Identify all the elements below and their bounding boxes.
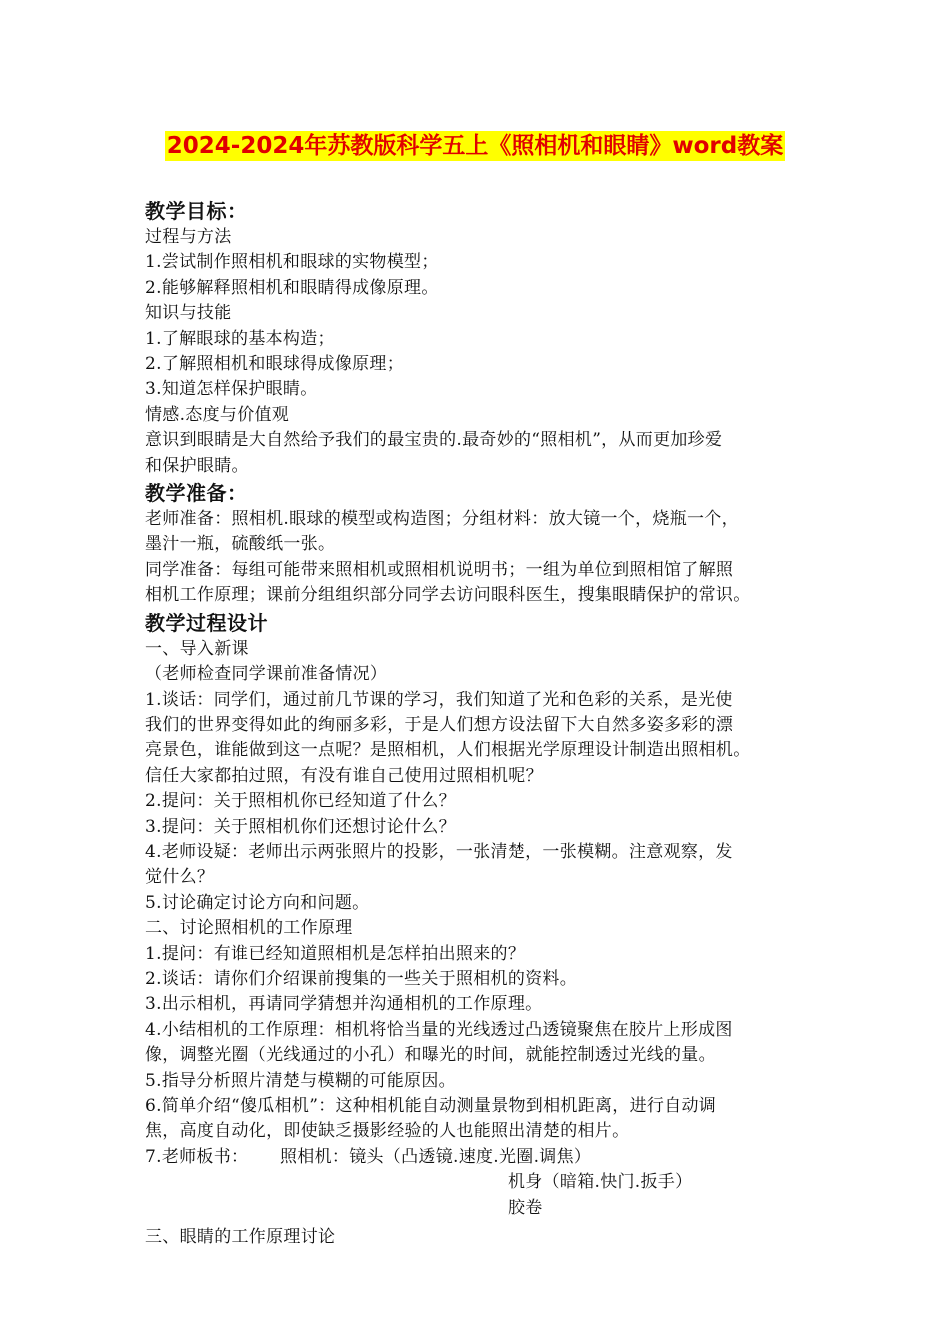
document-body: [145, 197, 805, 1250]
blackboard-label: 7.老师板书：: [145, 1146, 249, 1167]
paragraph-line: 2.能够解释照相机和眼睛得成像原理。: [145, 277, 439, 298]
paragraph-line: 同学准备：每组可能带来照相机或照相机说明书；一组为单位到照相馆了解照: [145, 559, 734, 580]
paragraph-line: 1.提问：有谁已经知道照相机是怎样拍出照来的？: [145, 943, 526, 964]
paragraph-line: 5.讨论确定讨论方向和问题。: [145, 892, 370, 913]
paragraph-line: 老师准备：照相机.眼球的模型或构造图；分组材料：放大镜一个，烧瓶一个，: [145, 509, 739, 530]
paragraph-line: 1.谈话：同学们，通过前几节课的学习，我们知道了光和色彩的关系，是光使: [145, 689, 733, 710]
paragraph-line: 2.谈话：请你们介绍课前搜集的一些关于照相机的资料。: [145, 968, 578, 989]
blackboard-line: 胶卷: [508, 1197, 543, 1218]
document-title: 2024-2024年苏教版科学五上《照相机和眼睛》word教案: [166, 133, 784, 159]
section-heading-process: 教学过程设计: [145, 610, 268, 635]
paragraph-line: 情感.态度与价值观: [145, 404, 290, 425]
paragraph-line: 相机工作原理；课前分组组织部分同学去访问眼科医生，搜集眼睛保护的常识。: [145, 585, 751, 606]
section-heading-prep: 教学准备：: [145, 481, 248, 506]
paragraph-line: 觉什么？: [145, 867, 215, 888]
blackboard-row: [145, 1145, 805, 1170]
paragraph-line: 和保护眼睛。: [145, 455, 249, 476]
paragraph-line: 亮景色，谁能做到这一点呢？是照相机，人们根据光学原理设计制造出照相机。: [145, 740, 751, 761]
paragraph-line: 墨汁一瓶，硫酸纸一张。: [145, 534, 336, 555]
paragraph-line: 三、眼睛的工作原理讨论: [145, 1227, 336, 1248]
paragraph-line: 4.小结相机的工作原理：相机将恰当量的光线透过凸透镜聚焦在胶片上形成图: [145, 1019, 733, 1040]
paragraph-line: 信任大家都拍过照，有没有谁自己使用过照相机呢？: [145, 765, 543, 786]
paragraph-line: 1.尝试制作照相机和眼球的实物模型；: [145, 252, 439, 273]
paragraph-line: 3.提问：关于照相机你们还想讨论什么？: [145, 816, 456, 837]
paragraph-line: 4.老师设疑：老师出示两张照片的投影，一张清楚，一张模糊。注意观察，发: [145, 841, 733, 862]
blackboard-line: 照相机：镜头（凸透镜.速度.光圈.调焦）: [280, 1146, 592, 1167]
paragraph-line: （老师检查同学课前准备情况）: [145, 664, 388, 685]
blackboard-line: 机身（暗箱.快门.扳手）: [508, 1172, 693, 1193]
paragraph-line: 一、导入新课: [145, 638, 249, 659]
paragraph-line: 二、讨论照相机的工作原理: [145, 918, 353, 939]
paragraph-line: 过程与方法: [145, 227, 232, 247]
paragraph-line: 像，调整光圈（光线通过的小孔）和曝光的时间，就能控制透过光线的量。: [145, 1045, 716, 1066]
paragraph-line: 3.出示相机，再请同学猜想并沟通相机的工作原理。: [145, 994, 543, 1015]
paragraph-line: 知识与技能: [145, 303, 232, 324]
paragraph-line: 2.了解照相机和眼球得成像原理；: [145, 354, 405, 375]
paragraph-line: 1.了解眼球的基本构造；: [145, 328, 335, 349]
title-wrap: [0, 131, 950, 161]
paragraph-line: 6.简单介绍“傻瓜相机”：这种相机能自动测量景物到相机距离，进行自动调: [145, 1096, 717, 1116]
paragraph-line: 2.提问：关于照相机你已经知道了什么？: [145, 791, 456, 812]
paragraph-line: 5.指导分析照片清楚与模糊的可能原因。: [145, 1070, 456, 1091]
paragraph-line: 我们的世界变得如此的绚丽多彩，于是人们想方设法留下大自然多姿多彩的漂: [145, 714, 734, 735]
paragraph-line: 3.知道怎样保护眼睛。: [145, 379, 318, 400]
paragraph-line: 意识到眼睛是大自然给予我们的最宝贵的.最奇妙的“照相机”，从而更加珍爱: [145, 430, 723, 451]
section-heading-goals: 教学目标：: [145, 199, 248, 223]
paragraph-line: 焦，高度自动化，即使缺乏摄影经验的人也能照出清楚的相片。: [145, 1121, 630, 1142]
